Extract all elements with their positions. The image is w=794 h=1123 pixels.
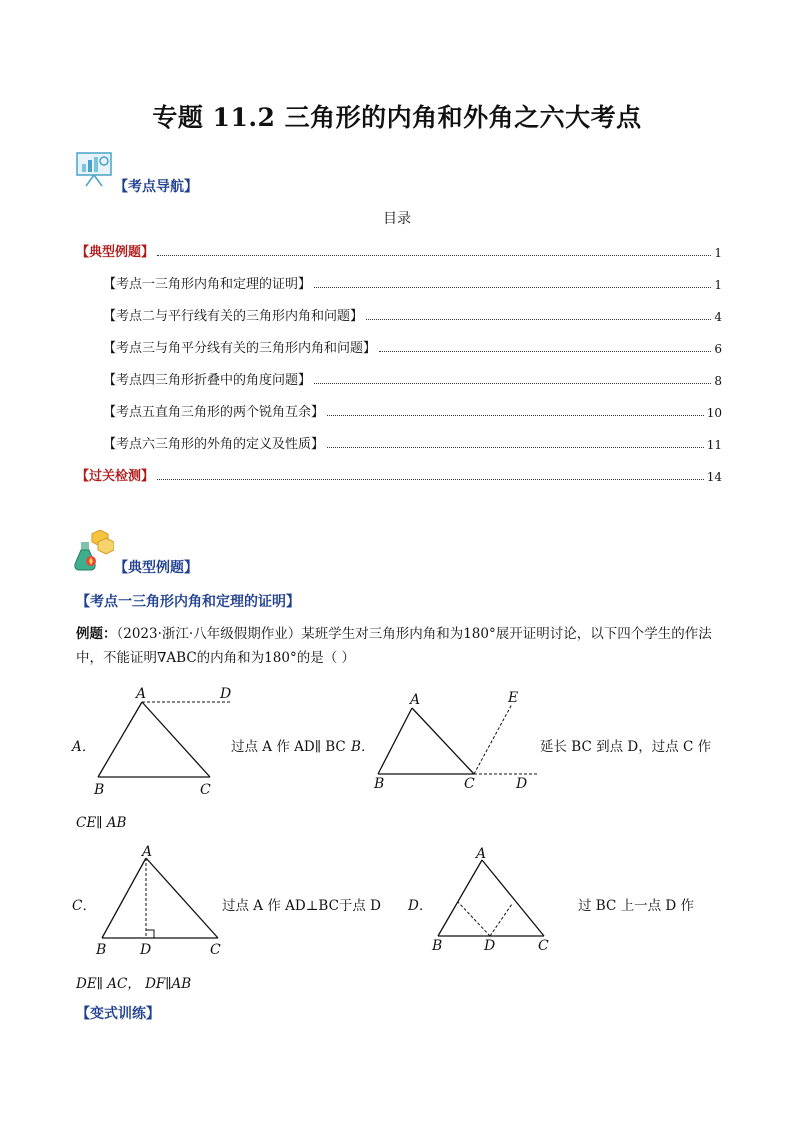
- toc-leader: [327, 415, 704, 416]
- label-c: C: [200, 782, 211, 798]
- presentation-board-icon: [74, 150, 114, 188]
- label-d: D: [516, 776, 528, 792]
- nav-label: 【考点导航】: [114, 179, 198, 195]
- line-ac: [482, 860, 544, 936]
- toc-leader: [314, 287, 711, 288]
- question-prefix: 例题：: [76, 626, 117, 642]
- toc-entry-label: 【典型例题】: [76, 245, 155, 260]
- label-a: A: [476, 846, 487, 862]
- label-e: E: [508, 690, 519, 706]
- line-ac: [412, 708, 474, 774]
- question-line-2: 中，不能证明∇ABC的内角和为180°的是（ ）: [76, 650, 355, 666]
- topic-heading: 【考点一三角形内角和定理的证明】: [76, 594, 300, 610]
- toc-entry-label: 【考点五直角三角形的两个锐角互余】: [103, 405, 325, 420]
- toc-entry-label: 【过关检测】: [76, 469, 155, 484]
- option-d-letter[interactable]: D．: [408, 898, 433, 914]
- label-d: D: [140, 942, 152, 958]
- label-c: C: [538, 938, 549, 954]
- line-ab: [102, 858, 146, 938]
- option-a-text: 过点 A 作 AD∥ BC: [231, 739, 346, 755]
- toc-leader: [327, 447, 704, 448]
- label-d: D: [484, 938, 496, 954]
- label-c: C: [210, 942, 221, 958]
- toc-entry-page: 1: [714, 246, 722, 260]
- option-b-letter[interactable]: B．: [351, 739, 375, 755]
- label-b: B: [432, 938, 443, 954]
- question-text: [76, 622, 722, 670]
- figure-d: [430, 846, 560, 954]
- page-title: 专题 11.2 三角形的内角和外角之六大考点: [152, 103, 642, 132]
- figure-c: [90, 842, 240, 958]
- option-d-text: 过 BC 上一点 D 作: [578, 898, 694, 914]
- line-ac: [146, 858, 218, 938]
- practice-label: 【变式训练】: [76, 1006, 160, 1022]
- question-line-1: （2023·浙江·八年级假期作业）某班学生对三角形内角和为180°展开证明讨论，以下四个学生的作法: [116, 626, 712, 642]
- toc-entry[interactable]: [103, 336, 722, 356]
- toc-entry[interactable]: [103, 432, 722, 452]
- label-a: A: [136, 686, 147, 702]
- label-b: B: [94, 782, 105, 798]
- toc-entry-page: 10: [706, 406, 722, 420]
- toc-entry-page: 11: [706, 438, 722, 452]
- option-a-letter[interactable]: A．: [72, 739, 96, 755]
- line-ab: [98, 702, 142, 777]
- label-c: C: [464, 776, 475, 792]
- flask-icon: [72, 530, 114, 572]
- right-angle-mark: [146, 930, 154, 938]
- toc-entry-label: 【考点一三角形内角和定理的证明】: [103, 277, 312, 292]
- toc-entry-page: 1: [714, 278, 722, 292]
- toc-entry-page: 4: [714, 310, 722, 324]
- toc-entry[interactable]: [76, 464, 722, 484]
- toc-entry-label: 【考点三与角平分线有关的三角形内角和问题】: [103, 341, 377, 356]
- toc-entry-label: 【考点二与平行线有关的三角形内角和问题】: [103, 309, 364, 324]
- line-ac: [142, 702, 210, 777]
- toc-entry[interactable]: [103, 368, 722, 388]
- toc-entry-page: 8: [714, 374, 722, 388]
- option-b-continuation: CE∥ AB: [76, 815, 127, 831]
- label-b: B: [374, 776, 385, 792]
- line-ab: [378, 708, 412, 774]
- label-a: A: [142, 844, 153, 860]
- toc-entry-page: 6: [714, 342, 722, 356]
- line-ab: [438, 860, 482, 936]
- option-c-letter[interactable]: C．: [72, 898, 96, 914]
- toc-leader: [366, 319, 711, 320]
- toc-entry[interactable]: [103, 272, 722, 292]
- line-de-dashed: [490, 904, 512, 936]
- toc-entry-page: 14: [706, 470, 722, 484]
- toc-leader: [157, 479, 704, 480]
- toc-entry[interactable]: [103, 304, 722, 324]
- option-b-text: 延长 BC 到点 D，过点 C 作: [540, 739, 712, 755]
- toc-heading: 目录: [383, 211, 411, 227]
- toc-leader: [157, 255, 711, 256]
- line-ce-dashed: [474, 704, 512, 774]
- figure-b: [370, 690, 540, 794]
- label-b: B: [96, 942, 107, 958]
- toc-leader: [379, 351, 711, 352]
- label-a: A: [410, 692, 421, 708]
- toc-entry-label: 【考点四三角形折叠中的角度问题】: [103, 373, 312, 388]
- toc-entry-label: 【考点六三角形的外角的定义及性质】: [103, 437, 325, 452]
- line-df-dashed: [458, 902, 490, 936]
- toc-entry[interactable]: [76, 240, 722, 260]
- toc-leader: [314, 383, 711, 384]
- option-d-continuation: DE∥ AC， DF∥AB: [76, 976, 192, 992]
- examples-label: 【典型例题】: [114, 560, 198, 576]
- option-c-text: 过点 A 作 AD⊥BC于点 D: [222, 898, 382, 914]
- toc-entry[interactable]: [103, 400, 722, 420]
- label-d: D: [220, 686, 232, 702]
